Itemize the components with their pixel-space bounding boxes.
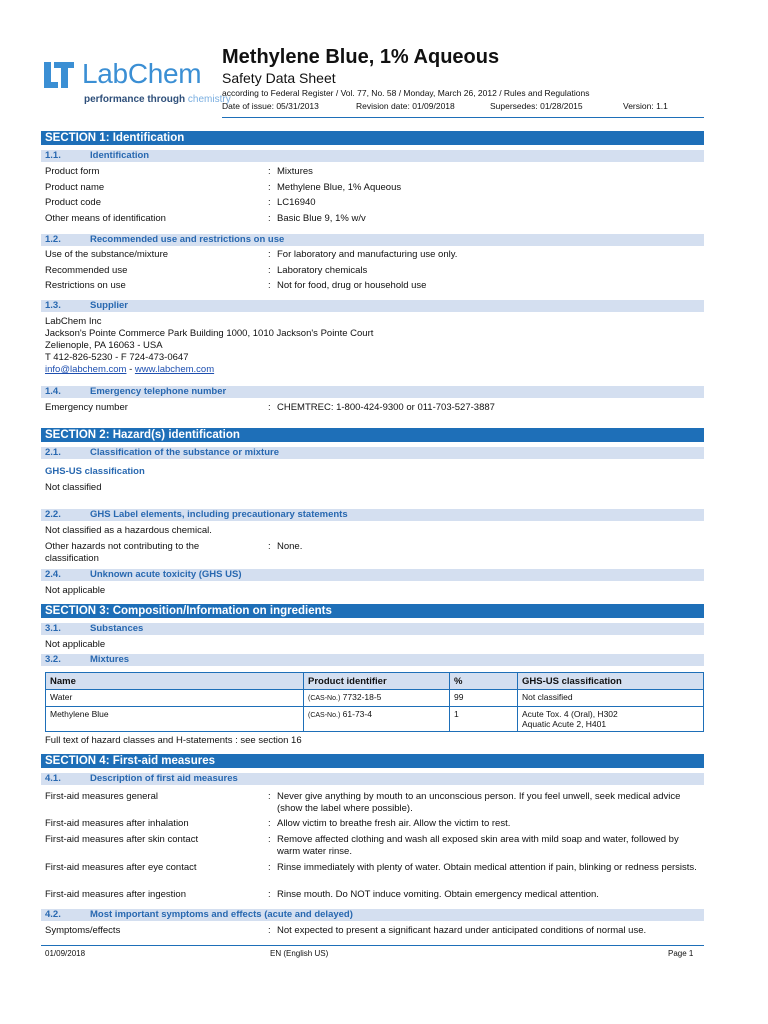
field-label: Emergency number xyxy=(45,402,128,413)
field-label: First-aid measures after eye contact xyxy=(45,862,197,873)
column-header: GHS-US classification xyxy=(518,673,704,690)
revision-date: Revision date: 01/09/2018 xyxy=(356,101,455,111)
field-label: First-aid measures after ingestion xyxy=(45,889,186,900)
subsection-2-1: 2.1. Classification of the substance or mixture xyxy=(41,447,704,459)
subsection-1-3: 1.3. Supplier xyxy=(41,300,704,312)
product-identifier: (CAS-No.) 61-73-4 xyxy=(304,707,450,732)
brand-name: LabChem xyxy=(82,58,202,89)
field-value: : Not expected to present a significant hazard under anticipated conditions of normal use. xyxy=(268,925,647,936)
supplier-contact: info@labchem.com - www.labchem.com xyxy=(45,364,215,375)
website-link[interactable]: www.labchem.com xyxy=(134,364,215,375)
field-label: Use of the substance/mixture xyxy=(45,249,169,260)
ingredient-name: Water xyxy=(46,690,304,707)
field-value: : CHEMTREC: 1-800-424-9300 or 011-703-527-3887 xyxy=(268,402,495,413)
field-value: : Rinse mouth. Do NOT induce vomiting. Obtain emergency medical attention. xyxy=(268,889,599,900)
classification-text: Not classified xyxy=(45,482,102,493)
field-label: First-aid measures after skin contact xyxy=(45,834,199,845)
field-label: First-aid measures general xyxy=(45,791,158,802)
document-title: Methylene Blue, 1% Aqueous xyxy=(222,46,500,68)
field-label: Product name xyxy=(45,182,105,193)
field-value: : Laboratory chemicals xyxy=(268,265,368,276)
supplier-line: Jackson's Pointe Commerce Park Building 1000, 1010 Jackson's Pointe Court xyxy=(45,328,374,339)
table-row xyxy=(46,707,704,732)
field-value: : Mixtures xyxy=(268,166,313,177)
section-1-header: SECTION 1: Identification xyxy=(41,131,704,145)
subsection-4-1: 4.1. Description of first aid measures xyxy=(41,773,704,785)
field-label: First-aid measures after inhalation xyxy=(45,818,189,829)
field-label: Recommended use xyxy=(45,265,128,276)
field-value: : Never give anything by mouth to an unconscious person. If you feel unwell, seek medical advice (show the label where possible). xyxy=(268,791,681,814)
document-subtitle: Safety Data Sheet xyxy=(222,70,336,86)
field-value: : LC16940 xyxy=(268,197,316,208)
field-value: : None. xyxy=(268,541,303,552)
field-label: Other hazards not contributing to the classification xyxy=(45,541,200,564)
field-value: : Not for food, drug or household use xyxy=(268,280,427,291)
field-value: : Basic Blue 9, 1% w/v xyxy=(268,213,366,224)
percentage: 99 xyxy=(450,690,518,707)
mixtures-table xyxy=(45,672,704,732)
subsection-2-2: 2.2. GHS Label elements, including precautionary statements xyxy=(41,509,704,521)
supplier-line: LabChem Inc xyxy=(45,316,102,327)
footer-page: Page 1 xyxy=(668,949,694,958)
column-header: % xyxy=(450,673,518,690)
footer-rule xyxy=(41,945,704,946)
brand-tagline: performance through chemistry xyxy=(84,94,231,105)
subsection-1-1: 1.1. Identification xyxy=(41,150,704,162)
table-header-row xyxy=(46,673,704,690)
full-text-note: Full text of hazard classes and H-statements : see section 16 xyxy=(45,735,302,746)
subsection-1-4: 1.4. Emergency telephone number xyxy=(41,386,704,398)
column-header: Name xyxy=(46,673,304,690)
section-3-header: SECTION 3: Composition/Information on ingredients xyxy=(41,604,704,618)
ghs-classification: Acute Tox. 4 (Oral), H302 Aquatic Acute 2, H401 xyxy=(518,707,704,732)
hazard-text: Not classified as a hazardous chemical. xyxy=(45,525,212,536)
labchem-logo xyxy=(44,58,231,108)
supersedes: Supersedes: 01/28/2015 xyxy=(490,101,583,111)
table-row xyxy=(46,690,704,707)
field-label: Other means of identification xyxy=(45,213,166,224)
subsection-3-2: 3.2. Mixtures xyxy=(41,654,704,666)
ghs-classification-heading: GHS-US classification xyxy=(45,466,145,477)
field-label: Symptoms/effects xyxy=(45,925,121,936)
header-rule xyxy=(222,117,704,118)
ingredient-name: Methylene Blue xyxy=(46,707,304,732)
substances-text: Not applicable xyxy=(45,639,106,650)
field-label: Restrictions on use xyxy=(45,280,126,291)
footer-language: EN (English US) xyxy=(270,949,329,958)
subsection-3-1: 3.1. Substances xyxy=(41,623,704,635)
subsection-4-2: 4.2. Most important symptoms and effects (acute and delayed) xyxy=(41,909,704,921)
subsection-2-4: 2.4. Unknown acute toxicity (GHS US) xyxy=(41,569,704,581)
date-of-issue: Date of issue: 05/31/2013 xyxy=(222,101,319,111)
field-value: : Remove affected clothing and wash all exposed skin area with mild soap and water, followed by warm water rinse. xyxy=(268,834,679,857)
labchem-logo-icon xyxy=(44,60,76,90)
field-label: Product code xyxy=(45,197,101,208)
field-value: : Allow victim to breathe fresh air. Allow the victim to rest. xyxy=(268,818,511,829)
section-4-header: SECTION 4: First-aid measures xyxy=(41,754,704,768)
field-value: : Rinse immediately with plenty of water. Obtain medical attention if pain, blinking or redness persists. xyxy=(268,862,697,873)
toxicity-text: Not applicable xyxy=(45,585,106,596)
field-label: Product form xyxy=(45,166,100,177)
supplier-line: T 412-826-5230 - F 724-473-0647 xyxy=(45,352,189,363)
ghs-classification: Not classified xyxy=(518,690,704,707)
product-identifier: (CAS-No.) 7732-18-5 xyxy=(304,690,450,707)
field-value: : Methylene Blue, 1% Aqueous xyxy=(268,182,402,193)
email-link[interactable]: info@labchem.com xyxy=(45,364,127,375)
column-header: Product identifier xyxy=(304,673,450,690)
percentage: 1 xyxy=(450,707,518,732)
subsection-1-2: 1.2. Recommended use and restrictions on use xyxy=(41,234,704,246)
version: Version: 1.1 xyxy=(623,101,668,111)
regulation-line: according to Federal Register / Vol. 77, No. 58 / Monday, March 26, 2012 / Rules and Regulations xyxy=(222,88,590,98)
field-value: : For laboratory and manufacturing use only. xyxy=(268,249,458,260)
section-2-header: SECTION 2: Hazard(s) identification xyxy=(41,428,704,442)
footer-date: 01/09/2018 xyxy=(45,949,86,958)
supplier-line: Zelienople, PA 16063 - USA xyxy=(45,340,163,351)
